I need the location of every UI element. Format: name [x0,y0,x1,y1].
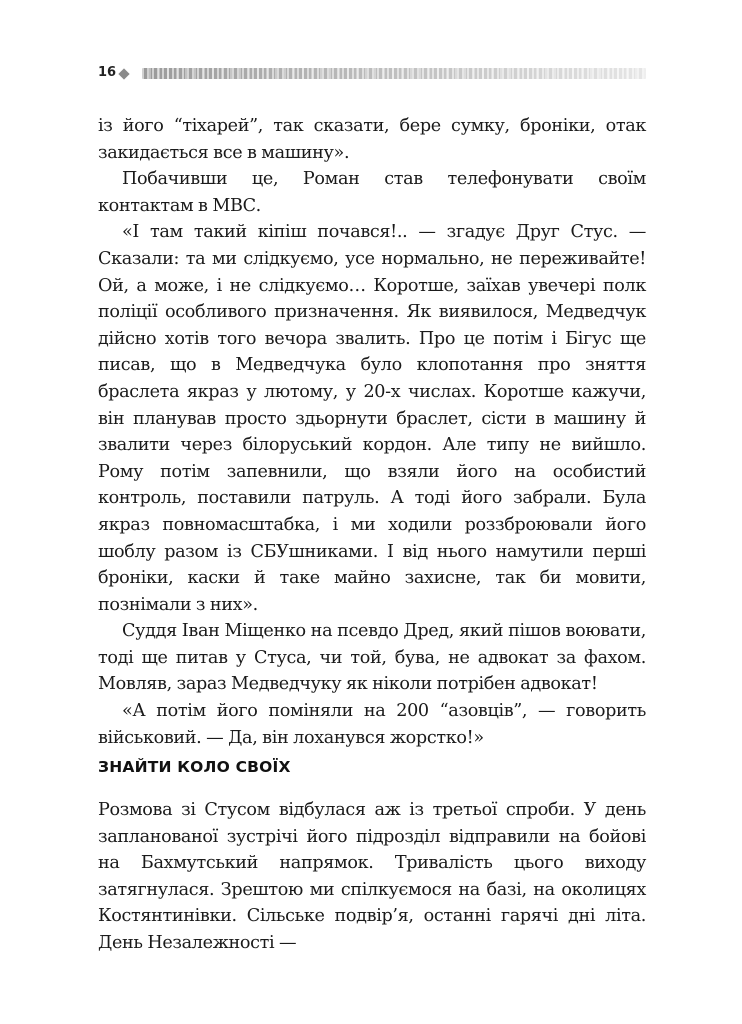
section-heading: ЗНАЙТИ КОЛО СВОЇХ [98,758,291,776]
decorative-header-bar [142,68,646,79]
diamond-icon [118,68,129,79]
text-block-top [98,113,646,751]
page-number: 16 [98,65,117,80]
paragraph: Розмова зі Стусом відбулася аж із третьої спроби. У день запланованої зустрічі його підрозділ відправили на бойові на Бахмутський напрямок. Тривалість цього виходу затягнулася. Зрештою ми спілкуємося на базі, на околицях Костянтинівки. Сільське подвір’я, останні гарячі дні літа. День Незалежності — [98,800,646,953]
paragraph: Суддя Іван Міщенко на псевдо Дред, який пішов воювати, тоді ще питав у Стуса, чи той, бува, не адвокат за фахом. Мовляв, зараз Медведчуку як ніколи потрібен адвокат! [98,621,646,695]
text-block-section [98,797,646,957]
paragraph: Побачивши це, Роман став телефонувати своїм контактам в МВС. [98,169,646,216]
paragraph-quote: «І там такий кіпіш почався!.. — згадує Друг Стус. — Сказали: та ми слідкуємо, усе нормально, не переживайте! Ой, а може, і не слідкуємо… Коротше, заїхав увечері полк поліції особливого призначення. Як виявилося, Медведчук дійсно хотів того вечора звалить. Про це потім і Бігус ще писав, що в Медведчука було клопотання про зняття браслета якраз у лютому, у 20-х числах. Коротше кажучи, він планував просто здьорнути браслет, сісти в машину й звалити через білоруський кордон. Але типу не вийшло. Рому потім запевнили, що взяли його на особистий контроль, поставили патруль. А тоді його забрали. Була якраз повномасштабка, і ми ходили роззброювали його шоблу разом із СБУшниками. І від нього намутили перші броніки, каски й таке майно захисне, так би мовити, познімали з них». [98,222,646,615]
paragraph-continuation: із його “тіхарей”, так сказати, бере сумку, броніки, отак закидається все в машину». [98,116,646,163]
running-header [98,64,646,86]
paragraph-quote: «А потім його поміняли на 200 “азовців”, — говорить військовий. — Да, він лоханувся жорстко!» [98,701,646,748]
